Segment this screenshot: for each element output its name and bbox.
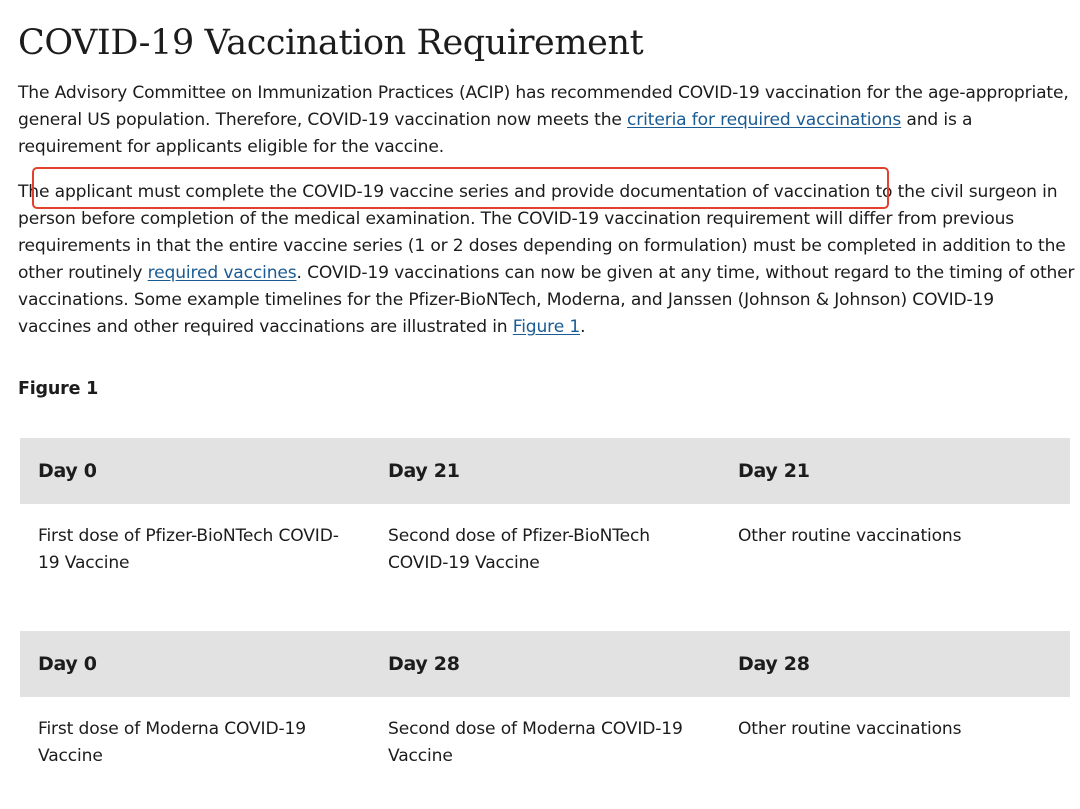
timeline-header-row: [20, 438, 1070, 504]
requirement-line-1: The applicant must complete the COVID-19 vaccine series and provide documentation of vaccination to the civil surgeon in: [18, 182, 1058, 202]
intro-line-2: [18, 107, 1076, 134]
required-vaccines-link[interactable]: required vaccines: [147, 263, 297, 283]
timeline-header-row: [20, 631, 1070, 697]
requirement-paragraph: [18, 179, 1076, 341]
requirement-line-6-tail: .: [580, 317, 586, 337]
requirement-line-6-text: vaccines and other required vaccinations are illustrated in: [18, 317, 513, 337]
cell-line: Second dose of Pfizer-BioNTech: [388, 526, 650, 546]
timeline-header-cell: Day 0: [38, 653, 97, 675]
requirement-line-4: [18, 260, 1076, 287]
cell-line: First dose of Moderna COVID-19: [38, 719, 306, 739]
cell-line: Vaccine: [388, 746, 453, 766]
intro-line-2-tail: and is a: [901, 110, 973, 130]
requirement-line-3: requirements in that the entire vaccine series (1 or 2 doses depending on formulation) must be completed in addition to the: [18, 236, 1066, 256]
requirement-line-6: [18, 314, 1076, 341]
figure-1-link[interactable]: Figure 1: [512, 317, 581, 337]
figure-label: Figure 1: [18, 379, 99, 399]
moderna-timeline-table: [20, 631, 1070, 770]
intro-line-3: requirement for applicants eligible for the vaccine.: [18, 137, 444, 157]
requirement-line-4-tail: . COVID-19 vaccinations can now be given at any time, without regard to the timing of other: [296, 263, 1075, 283]
requirement-line-4-text: other routinely: [18, 263, 148, 283]
intro-paragraph: [18, 80, 1076, 161]
requirement-line-5: vaccinations. Some example timelines for the Pfizer-BioNTech, Moderna, and Janssen (Johnson & Johnson) COVID-19: [18, 290, 995, 310]
timeline-body-row: [20, 697, 1070, 770]
cell-line: Other routine vaccinations: [738, 719, 962, 739]
page-title: COVID-19 Vaccination Requirement: [18, 23, 644, 63]
cell-line: Other routine vaccinations: [738, 526, 962, 546]
timeline-header-cell: Day 28: [738, 653, 810, 675]
cell-line: First dose of Pfizer-BioNTech COVID-: [38, 526, 339, 546]
timeline-body-cell: [20, 716, 370, 770]
timeline-header-cell: Day 0: [38, 460, 97, 482]
intro-line-2-text: general US population. Therefore, COVID-19 vaccination now meets the: [18, 110, 628, 130]
criteria-for-required-vaccinations-link[interactable]: criteria for required vaccinations: [627, 110, 902, 130]
timeline-body-cell: [20, 523, 370, 577]
intro-line-1: The Advisory Committee on Immunization Practices (ACIP) has recommended COVID-19 vaccination for the age-appropriate,: [18, 83, 1069, 103]
cell-line: COVID-19 Vaccine: [388, 553, 540, 573]
cell-line: Second dose of Moderna COVID-19: [388, 719, 683, 739]
pfizer-timeline-table: [20, 438, 1070, 577]
timeline-body-row: [20, 504, 1070, 577]
timeline-body-cell: [370, 523, 720, 577]
timeline-body-cell: [720, 716, 1070, 770]
timeline-body-cell: [370, 716, 720, 770]
timeline-header-cell: Day 21: [738, 460, 810, 482]
requirement-line-2: person before completion of the medical examination. The COVID-19 vaccination requirement will differ from previous: [18, 209, 1015, 229]
timeline-header-cell: Day 21: [388, 460, 460, 482]
timeline-body-cell: [720, 523, 1070, 577]
cell-line: Vaccine: [38, 746, 103, 766]
timeline-header-cell: Day 28: [388, 653, 460, 675]
cell-line: 19 Vaccine: [38, 553, 130, 573]
